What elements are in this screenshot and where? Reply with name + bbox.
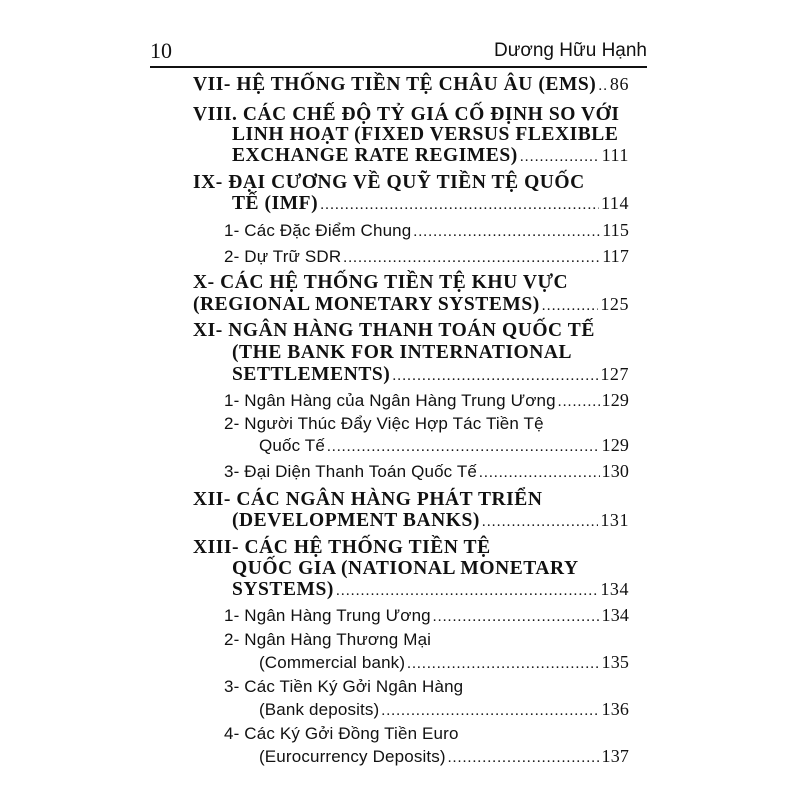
toc-entry-xiii-line3 [232, 579, 629, 601]
toc-subentry-xi-1 [224, 390, 629, 411]
toc-entry-viii-line3 [232, 145, 629, 167]
toc-entry-x-line1 [193, 272, 629, 294]
toc-entry-title: SYSTEMS) [232, 579, 334, 600]
toc-entry-xi-line3 [232, 364, 629, 386]
toc-entry-xiii-line2 [232, 558, 629, 580]
toc-entry-xi-line1 [193, 320, 629, 342]
dot-leader [479, 465, 600, 482]
toc-entry-title: 3- Các Tiền Ký Gởi Ngân Hàng [224, 677, 464, 696]
toc-page-number: 136 [601, 699, 629, 719]
toc-subentry-xiii-3-line2 [259, 699, 629, 720]
toc-entry-ix-line2 [232, 193, 629, 215]
toc-entry-title: (Eurocurrency Deposits) [259, 747, 446, 766]
toc-entry-title: QUỐC GIA (NATIONAL MONETARY [232, 558, 579, 579]
dot-leader [327, 439, 600, 456]
toc-entry-title: VII- HỆ THỐNG TIỀN TỆ CHÂU ÂU (EMS) [193, 74, 597, 95]
toc-entry-title: EXCHANGE RATE REGIMES) [232, 145, 518, 166]
dot-leader [520, 149, 600, 166]
dot-leader [482, 514, 598, 531]
toc-entry-title: Quốc Tế [259, 436, 325, 455]
toc-page-number: 86 [609, 74, 629, 94]
toc-subentry-xiii-4-line1 [224, 724, 629, 744]
toc-subentry-xiii-3-line1 [224, 677, 629, 697]
dot-leader [392, 368, 598, 385]
toc-subentry-ix-1 [224, 220, 629, 241]
toc-entry-title: X- CÁC HỆ THỐNG TIỀN TỆ KHU VỰC [193, 272, 569, 293]
toc-page-number: 117 [602, 246, 629, 266]
toc-page-number: 127 [600, 364, 629, 384]
toc-page-number: 129 [601, 390, 629, 410]
toc-entry-title: (Bank deposits) [259, 700, 380, 719]
dot-leader [433, 609, 600, 626]
toc-entry-title: 1- Các Đặc Điểm Chung [224, 221, 412, 240]
toc-subentry-xiii-4-line2 [259, 746, 629, 767]
toc-entry-xiii-line1 [193, 537, 629, 559]
dot-leader [336, 583, 598, 600]
toc-entry-title: LINH HOẠT (FIXED VERSUS FLEXIBLE [232, 124, 619, 145]
dot-leader [558, 394, 600, 411]
toc-entry-title: (THE BANK FOR INTERNATIONAL [232, 342, 573, 363]
toc-entry-title: SETTLEMENTS) [232, 364, 391, 385]
toc-entry-title: (DEVELOPMENT BANKS) [232, 510, 480, 531]
toc-entry-xii-line1 [193, 489, 629, 511]
toc-page-number: 135 [601, 652, 629, 672]
toc-entry-title: (Commercial bank) [259, 653, 406, 672]
toc-entry-title: VIII. CÁC CHẾ ĐỘ TỶ GIÁ CỐ ĐỊNH SO VỚI [193, 104, 620, 125]
toc-subentry-xiii-2-line2 [259, 652, 629, 673]
toc-entry-viii-line2 [232, 124, 629, 146]
toc-page-number: 129 [601, 435, 629, 455]
toc-entry-title: XII- CÁC NGÂN HÀNG PHÁT TRIỂN [193, 489, 543, 510]
dot-leader [448, 750, 600, 767]
toc-entry-xi-line2 [232, 342, 629, 364]
toc-page-number: 134 [600, 579, 629, 599]
toc-entry-title: XIII- CÁC HỆ THỐNG TIỀN TỆ [193, 537, 491, 558]
toc-subentry-xiii-1 [224, 605, 629, 626]
dot-leader [413, 224, 600, 241]
toc-entry-title: 2- Dự Trữ SDR [224, 247, 342, 266]
toc-entry-title: 2- Ngân Hàng Thương Mại [224, 630, 432, 649]
toc-subentry-xi-2-line2 [259, 435, 629, 456]
author-name: Dương Hữu Hạnh [493, 40, 647, 61]
toc-entry-title: TẾ (IMF) [232, 193, 319, 214]
toc-entry-title: 1- Ngân Hàng Trung Ương [224, 606, 431, 625]
page-number: 10 [150, 38, 172, 63]
dot-leader [381, 703, 599, 720]
dot-leader [542, 298, 599, 315]
toc-entry-xii-line2 [232, 510, 629, 532]
toc-entry-title: 1- Ngân Hàng của Ngân Hàng Trung Ương [224, 391, 556, 410]
dot-leader [598, 78, 608, 95]
toc-entry-x-line2 [193, 294, 629, 316]
toc-entry-title: IX- ĐẠI CƯƠNG VỀ QUỸ TIỀN TỆ QUỐC [193, 172, 585, 193]
toc-entry-title: XI- NGÂN HÀNG THANH TOÁN QUỐC TẾ [193, 320, 595, 341]
toc-subentry-xi-3 [224, 461, 629, 482]
toc-page-number: 115 [602, 220, 629, 240]
toc-page-number: 111 [601, 145, 629, 165]
toc-entry-title: 2- Người Thúc Đẩy Việc Hợp Tác Tiền Tệ [224, 414, 544, 433]
toc-entry-vii [193, 74, 629, 96]
toc-page-number: 131 [600, 510, 629, 530]
toc-subentry-xi-2-line1 [224, 414, 629, 434]
toc-page-number: 114 [601, 193, 629, 213]
toc-page-number: 134 [601, 605, 629, 625]
dot-leader [343, 250, 600, 267]
toc-page-number: 130 [601, 461, 629, 481]
toc-entry-title: (REGIONAL MONETARY SYSTEMS) [193, 294, 540, 315]
toc-subentry-ix-2 [224, 246, 629, 267]
toc-entry-title: 4- Các Ký Gởi Đồng Tiền Euro [224, 724, 459, 743]
toc-entry-ix-line1 [193, 172, 629, 194]
dot-leader [320, 197, 599, 214]
dot-leader [407, 656, 599, 673]
toc-page-number: 125 [600, 294, 629, 314]
toc-entry-viii-line1 [193, 104, 629, 126]
toc-subentry-xiii-2-line1 [224, 630, 629, 650]
toc-page-number: 137 [601, 746, 629, 766]
toc-entry-title: 3- Đại Diện Thanh Toán Quốc Tế [224, 462, 478, 481]
